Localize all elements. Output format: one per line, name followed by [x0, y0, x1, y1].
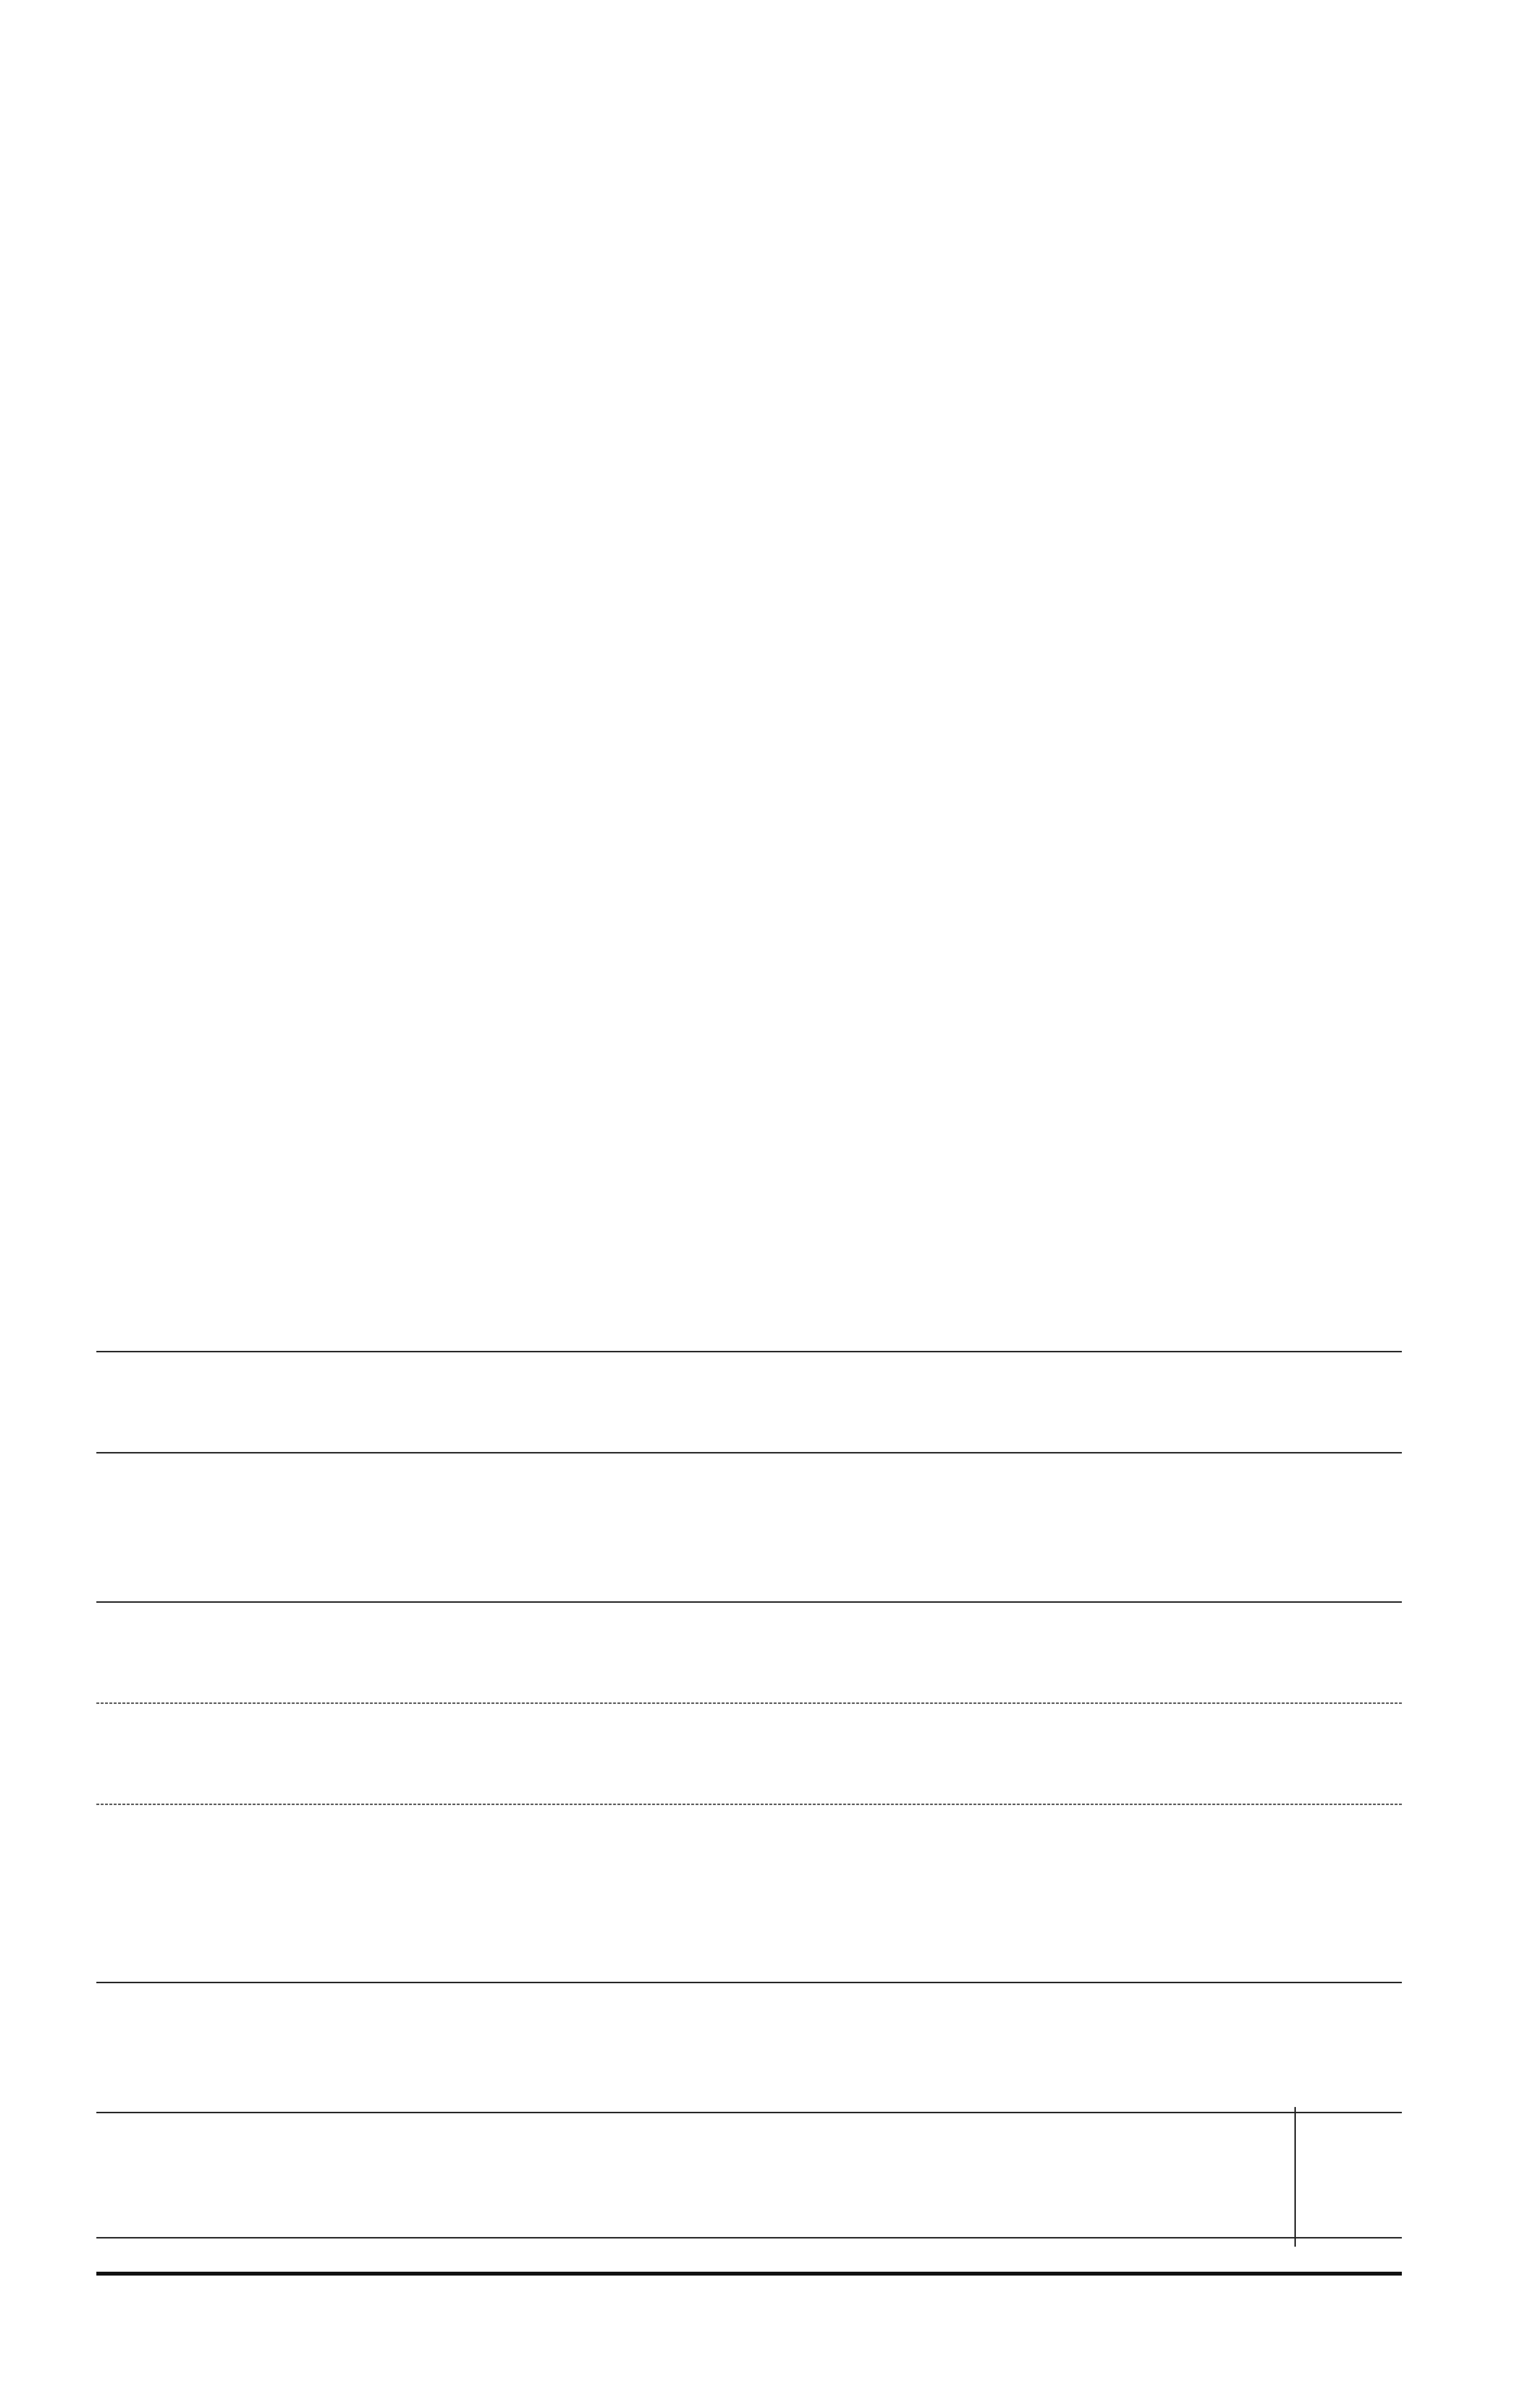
- page-header: [0, 0, 1530, 202]
- rotated-table: [77, 219, 1421, 2271]
- column-rule: [96, 1982, 1402, 1983]
- column-rule: [96, 1804, 1402, 1805]
- column-rule: [96, 2237, 1402, 2238]
- column-rule: [96, 1601, 1402, 1603]
- column-rule: [96, 1351, 1402, 1352]
- subtotal-row: [1267, 219, 1290, 2271]
- column-rule: [96, 2112, 1402, 2113]
- column-rule: [96, 1452, 1402, 1453]
- subtotal-rule: [1294, 2107, 1296, 2247]
- column-rule: [96, 1702, 1402, 1704]
- column-rule: [96, 2272, 1402, 2276]
